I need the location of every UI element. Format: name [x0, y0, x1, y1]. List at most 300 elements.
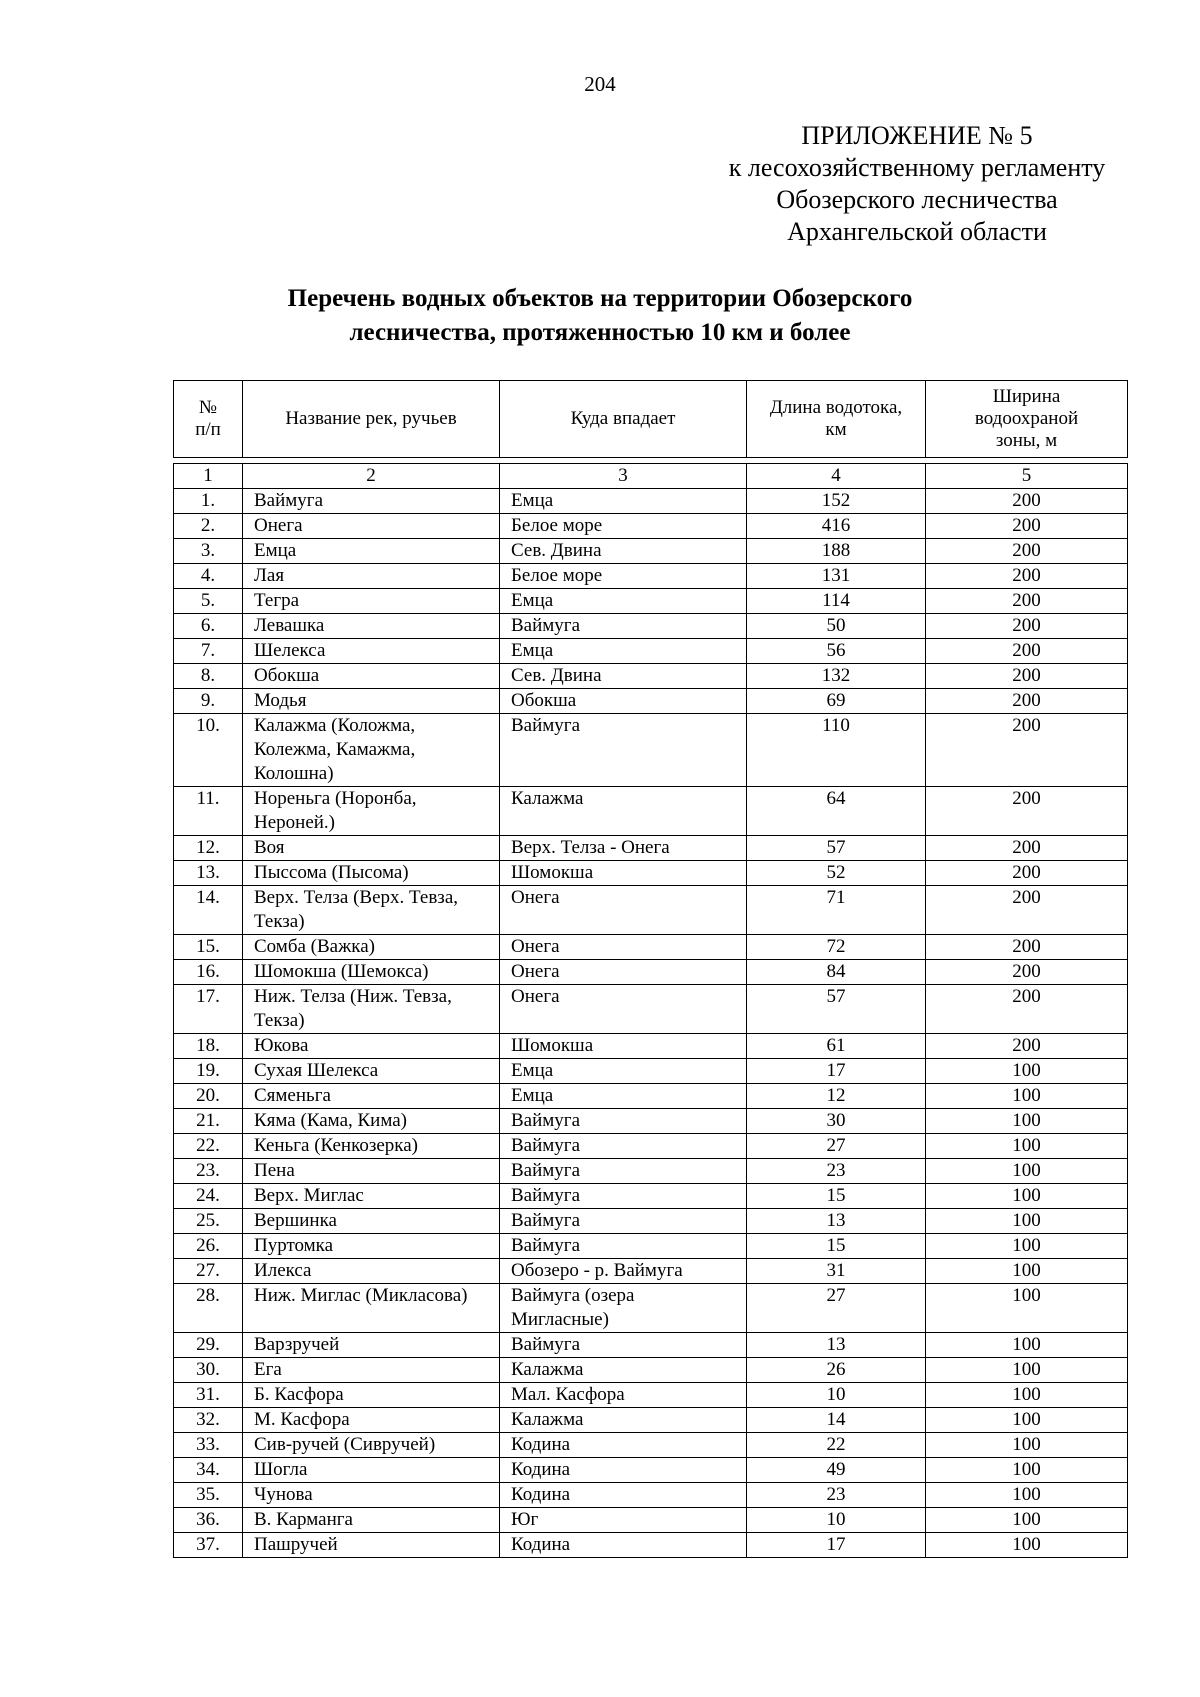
length-km: 27: [747, 1284, 926, 1333]
table-body: [174, 464, 1128, 1558]
river-name: [243, 1109, 500, 1134]
flows-into: [500, 514, 747, 539]
flows-into-line: Емца: [511, 640, 554, 661]
column-number: 2: [243, 464, 500, 489]
flows-into-line: Кодина: [511, 1459, 571, 1480]
river-name-line: Калажма (Коложма,: [254, 715, 416, 736]
flows-into: [500, 539, 747, 564]
header-zone-width: [926, 381, 1128, 458]
length-km: 13: [747, 1209, 926, 1234]
table-row: [174, 1508, 1128, 1533]
river-name-line: Онега: [254, 515, 303, 536]
river-name-line: Текза): [254, 1010, 305, 1031]
protection-zone-width: 200: [926, 689, 1128, 714]
river-name: [243, 664, 500, 689]
river-name: [243, 589, 500, 614]
flows-into-line: Ваймуга: [511, 1135, 581, 1156]
length-km: 57: [747, 985, 926, 1034]
length-km: 114: [747, 589, 926, 614]
length-km: 15: [747, 1234, 926, 1259]
length-km: 14: [747, 1408, 926, 1433]
river-name-line: М. Касфора: [254, 1409, 350, 1430]
table-row: [174, 1483, 1128, 1508]
river-name-line: Нореньга (Норонба,: [254, 788, 417, 809]
river-name-line: Варзручей: [254, 1334, 340, 1355]
row-number: 21.: [174, 1109, 243, 1134]
river-name-line: Чунова: [254, 1484, 313, 1505]
table-row: [174, 960, 1128, 985]
water-bodies-table: [173, 463, 1128, 1558]
river-name: [243, 1433, 500, 1458]
flows-into-line: Ваймуга: [511, 1334, 581, 1355]
table-row: [174, 514, 1128, 539]
row-number: 22.: [174, 1134, 243, 1159]
river-name: [243, 489, 500, 514]
row-number: 9.: [174, 689, 243, 714]
river-name: [243, 1034, 500, 1059]
flows-into: [500, 1284, 747, 1333]
length-km: 84: [747, 960, 926, 985]
table-row: [174, 1433, 1128, 1458]
flows-into-line: Белое море: [511, 515, 603, 536]
table-header: [173, 380, 1128, 458]
length-km: 10: [747, 1383, 926, 1408]
river-name-line: Илекса: [254, 1260, 312, 1281]
river-name-line: Воя: [254, 837, 285, 858]
river-name-line: Текза): [254, 911, 305, 932]
protection-zone-width: 100: [926, 1408, 1128, 1433]
column-number-row: [174, 464, 1128, 489]
river-name: [243, 1508, 500, 1533]
river-name: [243, 836, 500, 861]
flows-into-line: Емца: [511, 1060, 554, 1081]
protection-zone-width: 200: [926, 836, 1128, 861]
row-number: 6.: [174, 614, 243, 639]
river-name-line: Кеньга (Кенкозерка): [254, 1135, 418, 1156]
river-name: [243, 514, 500, 539]
flows-into: [500, 614, 747, 639]
protection-zone-width: 100: [926, 1234, 1128, 1259]
flows-into: [500, 1433, 747, 1458]
row-number: 11.: [174, 787, 243, 836]
flows-into: [500, 1084, 747, 1109]
flows-into-line: Мигласные): [511, 1309, 609, 1330]
river-name-line: Верх. Телза (Верх. Тевза,: [254, 887, 458, 908]
length-km: 30: [747, 1109, 926, 1134]
header-number-line-2: п/п: [195, 419, 221, 440]
protection-zone-width: 200: [926, 614, 1128, 639]
river-name-line: Сомба (Важка): [254, 936, 375, 957]
flows-into: [500, 1333, 747, 1358]
river-name-line: Шогла: [254, 1459, 308, 1480]
river-name: [243, 564, 500, 589]
row-number: 32.: [174, 1408, 243, 1433]
table-row: [174, 539, 1128, 564]
length-km: 110: [747, 714, 926, 787]
length-km: 10: [747, 1508, 926, 1533]
length-km: 26: [747, 1358, 926, 1383]
river-name: [243, 614, 500, 639]
river-name-line: Верх. Миглас: [254, 1185, 364, 1206]
flows-into: [500, 664, 747, 689]
river-name-line: Юкова: [254, 1035, 309, 1056]
header-length-line-1: Длина водотока,: [769, 397, 903, 418]
flows-into-line: Емца: [511, 490, 554, 511]
table-row: [174, 1234, 1128, 1259]
row-number: 35.: [174, 1483, 243, 1508]
river-name-line: Пена: [254, 1160, 295, 1181]
table-row: [174, 689, 1128, 714]
row-number: 27.: [174, 1259, 243, 1284]
river-name: [243, 1533, 500, 1558]
table-row: [174, 1084, 1128, 1109]
river-name: [243, 1084, 500, 1109]
river-name: [243, 886, 500, 935]
length-km: 69: [747, 689, 926, 714]
river-name: [243, 639, 500, 664]
table-row: [174, 935, 1128, 960]
flows-into-line: Мал. Касфора: [511, 1384, 625, 1405]
flows-into: [500, 960, 747, 985]
flows-into: [500, 836, 747, 861]
row-number: 23.: [174, 1159, 243, 1184]
river-name: [243, 1134, 500, 1159]
length-km: 72: [747, 935, 926, 960]
length-km: 61: [747, 1034, 926, 1059]
flows-into: [500, 1358, 747, 1383]
protection-zone-width: 200: [926, 935, 1128, 960]
row-number: 31.: [174, 1383, 243, 1408]
row-number: 30.: [174, 1358, 243, 1383]
row-number: 3.: [174, 539, 243, 564]
row-number: 15.: [174, 935, 243, 960]
header-zone-width-line-1: Ширина: [992, 386, 1061, 407]
appendix-number: ПРИЛОЖЕНИЕ № 5: [801, 121, 1033, 150]
length-km: 13: [747, 1333, 926, 1358]
length-km: 15: [747, 1184, 926, 1209]
river-name: [243, 539, 500, 564]
river-name: [243, 1333, 500, 1358]
table-row: [174, 1159, 1128, 1184]
flows-into: [500, 1408, 747, 1433]
table-row: [174, 714, 1128, 787]
table-row: [174, 886, 1128, 935]
flows-into: [500, 787, 747, 836]
table-row: [174, 614, 1128, 639]
row-number: 18.: [174, 1034, 243, 1059]
river-name: [243, 960, 500, 985]
protection-zone-width: 200: [926, 714, 1128, 787]
protection-zone-width: 100: [926, 1109, 1128, 1134]
flows-into-line: Онега: [511, 887, 560, 908]
appendix-reference: к лесохозяйственному регламенту: [728, 153, 1106, 182]
river-name-line: Пыссома (Пысома): [254, 862, 409, 883]
protection-zone-width: 200: [926, 589, 1128, 614]
flows-into: [500, 1483, 747, 1508]
header-length: [747, 381, 926, 458]
flows-into: [500, 1234, 747, 1259]
appendix-region: Архангельской области: [787, 217, 1047, 246]
river-name: [243, 1408, 500, 1433]
row-number: 7.: [174, 639, 243, 664]
flows-into: [500, 689, 747, 714]
river-name: [243, 1383, 500, 1408]
protection-zone-width: 100: [926, 1159, 1128, 1184]
flows-into-line: Шомокша: [511, 862, 594, 883]
row-number: 10.: [174, 714, 243, 787]
row-number: 33.: [174, 1433, 243, 1458]
header-name: [243, 381, 500, 458]
header-number: [174, 381, 243, 458]
table-row: [174, 1533, 1128, 1558]
protection-zone-width: 100: [926, 1508, 1128, 1533]
table-row: [174, 639, 1128, 664]
length-km: 17: [747, 1059, 926, 1084]
river-name: [243, 1234, 500, 1259]
flows-into-line: Кодина: [511, 1434, 571, 1455]
page-number: 204: [584, 72, 616, 96]
river-name-line: Вершинка: [254, 1210, 337, 1231]
flows-into: [500, 1134, 747, 1159]
header-flows-into-text: Куда впадает: [570, 408, 676, 429]
flows-into: [500, 886, 747, 935]
protection-zone-width: 200: [926, 489, 1128, 514]
protection-zone-width: 100: [926, 1184, 1128, 1209]
flows-into-line: Калажма: [511, 1359, 584, 1380]
flows-into-line: Кодина: [511, 1534, 571, 1555]
flows-into-line: Ваймуга (озера: [511, 1285, 635, 1306]
document-title-line-2: лесничества, протяженностью 10 км и более: [349, 319, 851, 346]
row-number: 17.: [174, 985, 243, 1034]
appendix-forestry: Обозерского лесничества: [776, 185, 1058, 214]
flows-into: [500, 935, 747, 960]
row-number: 12.: [174, 836, 243, 861]
table-row: [174, 1209, 1128, 1234]
header-flows-into: [500, 381, 747, 458]
document-title-line-1: Перечень водных объектов на территории Обозерского: [287, 285, 913, 312]
header-number-line-1: №: [198, 397, 218, 418]
river-name-line: Б. Касфора: [254, 1384, 344, 1405]
table-row: [174, 1333, 1128, 1358]
river-name-line: Нероней.): [254, 812, 336, 833]
length-km: 416: [747, 514, 926, 539]
row-number: 13.: [174, 861, 243, 886]
protection-zone-width: 200: [926, 539, 1128, 564]
table-row: [174, 1134, 1128, 1159]
river-name: [243, 861, 500, 886]
length-km: 57: [747, 836, 926, 861]
column-number: 1: [174, 464, 243, 489]
protection-zone-width: 200: [926, 985, 1128, 1034]
flows-into: [500, 1184, 747, 1209]
flows-into: [500, 1159, 747, 1184]
flows-into-line: Ваймуга: [511, 1210, 581, 1231]
river-name-line: Лая: [254, 565, 285, 586]
protection-zone-width: 200: [926, 664, 1128, 689]
protection-zone-width: 100: [926, 1259, 1128, 1284]
river-name-line: Ега: [254, 1359, 282, 1380]
flows-into-line: Ваймуга: [511, 1185, 581, 1206]
row-number: 28.: [174, 1284, 243, 1333]
length-km: 131: [747, 564, 926, 589]
table-row: [174, 1034, 1128, 1059]
river-name: [243, 714, 500, 787]
header-zone-width-line-3: зоны, м: [995, 430, 1058, 451]
protection-zone-width: 100: [926, 1433, 1128, 1458]
length-km: 71: [747, 886, 926, 935]
flows-into-line: Обокша: [511, 690, 577, 711]
table-row: [174, 589, 1128, 614]
table-row: [174, 1284, 1128, 1333]
row-number: 4.: [174, 564, 243, 589]
row-number: 8.: [174, 664, 243, 689]
flows-into: [500, 1109, 747, 1134]
protection-zone-width: 100: [926, 1458, 1128, 1483]
river-name-line: Колошна): [254, 763, 334, 784]
header-name-text: Название рек, ручьев: [285, 408, 457, 429]
river-name-line: Модья: [254, 690, 307, 711]
length-km: 17: [747, 1533, 926, 1558]
flows-into: [500, 1383, 747, 1408]
row-number: 16.: [174, 960, 243, 985]
river-name: [243, 985, 500, 1034]
length-km: 52: [747, 861, 926, 886]
flows-into-line: Шомокша: [511, 1035, 594, 1056]
length-km: 22: [747, 1433, 926, 1458]
length-km: 23: [747, 1483, 926, 1508]
protection-zone-width: 100: [926, 1284, 1128, 1333]
flows-into-line: Юг: [511, 1509, 539, 1530]
river-name: [243, 1059, 500, 1084]
row-number: 25.: [174, 1209, 243, 1234]
length-km: 49: [747, 1458, 926, 1483]
flows-into-line: Белое море: [511, 565, 603, 586]
row-number: 24.: [174, 1184, 243, 1209]
protection-zone-width: 100: [926, 1134, 1128, 1159]
flows-into-line: Ваймуга: [511, 1110, 581, 1131]
table-row: [174, 861, 1128, 886]
column-number: 4: [747, 464, 926, 489]
flows-into-line: Онега: [511, 936, 560, 957]
river-name: [243, 787, 500, 836]
table-row: [174, 1458, 1128, 1483]
column-number: 5: [926, 464, 1128, 489]
row-number: 5.: [174, 589, 243, 614]
protection-zone-width: 200: [926, 639, 1128, 664]
river-name-line: Емца: [254, 540, 297, 561]
protection-zone-width: 200: [926, 514, 1128, 539]
flows-into: [500, 714, 747, 787]
flows-into-line: Ваймуга: [511, 1235, 581, 1256]
river-name-line: Тегра: [254, 590, 300, 611]
flows-into-line: Кодина: [511, 1484, 571, 1505]
table-row: [174, 787, 1128, 836]
flows-into: [500, 861, 747, 886]
flows-into-line: Емца: [511, 590, 554, 611]
flows-into: [500, 985, 747, 1034]
river-name: [243, 935, 500, 960]
flows-into: [500, 639, 747, 664]
flows-into-line: Обозеро - р. Ваймуга: [511, 1260, 683, 1281]
length-km: 132: [747, 664, 926, 689]
protection-zone-width: 200: [926, 960, 1128, 985]
river-name-line: Ваймуга: [254, 490, 324, 511]
flows-into: [500, 1059, 747, 1084]
length-km: 188: [747, 539, 926, 564]
flows-into: [500, 1209, 747, 1234]
flows-into-line: Ваймуга: [511, 1160, 581, 1181]
river-name: [243, 1358, 500, 1383]
table-row: [174, 1109, 1128, 1134]
table-row: [174, 836, 1128, 861]
protection-zone-width: 200: [926, 861, 1128, 886]
row-number: 1.: [174, 489, 243, 514]
river-name-line: Ниж. Телза (Ниж. Тевза,: [254, 986, 452, 1007]
length-km: 23: [747, 1159, 926, 1184]
flows-into: [500, 489, 747, 514]
protection-zone-width: 200: [926, 787, 1128, 836]
flows-into: [500, 1034, 747, 1059]
row-number: 36.: [174, 1508, 243, 1533]
row-number: 26.: [174, 1234, 243, 1259]
table-row: [174, 1358, 1128, 1383]
row-number: 20.: [174, 1084, 243, 1109]
river-name: [243, 1483, 500, 1508]
river-name: [243, 1159, 500, 1184]
protection-zone-width: 100: [926, 1358, 1128, 1383]
river-name-line: Сухая Шелекса: [254, 1060, 379, 1081]
length-km: 56: [747, 639, 926, 664]
flows-into-line: Онега: [511, 986, 560, 1007]
river-name-line: Пуртомка: [254, 1235, 334, 1256]
flows-into: [500, 564, 747, 589]
column-number: 3: [500, 464, 747, 489]
flows-into-line: Сев. Двина: [511, 540, 602, 561]
flows-into-line: Калажма: [511, 788, 584, 809]
protection-zone-width: 200: [926, 886, 1128, 935]
table-row: [174, 1184, 1128, 1209]
river-name: [243, 1458, 500, 1483]
river-name-line: Колежма, Камажма,: [254, 739, 416, 760]
header-length-line-2: км: [825, 419, 847, 440]
row-number: 2.: [174, 514, 243, 539]
flows-into: [500, 589, 747, 614]
table-row: [174, 564, 1128, 589]
table-row: [174, 1059, 1128, 1084]
document-title: [0, 282, 1200, 350]
river-name-line: Сяменьга: [254, 1085, 331, 1106]
river-name-line: Пашручей: [254, 1534, 338, 1555]
flows-into-line: Ваймуга: [511, 615, 581, 636]
flows-into-line: Калажма: [511, 1409, 584, 1430]
flows-into-line: Сев. Двина: [511, 665, 602, 686]
protection-zone-width: 200: [926, 564, 1128, 589]
length-km: 27: [747, 1134, 926, 1159]
protection-zone-width: 100: [926, 1533, 1128, 1558]
river-name-line: Шомокша (Шемокса): [254, 961, 429, 982]
header-row: [174, 381, 1128, 458]
table-row: [174, 1383, 1128, 1408]
header-zone-width-line-2: водоохраной: [974, 408, 1079, 429]
flows-into-line: Ваймуга: [511, 715, 581, 736]
flows-into-line: Онега: [511, 961, 560, 982]
length-km: 64: [747, 787, 926, 836]
river-name: [243, 1184, 500, 1209]
river-name-line: Ниж. Миглас (Микласова): [254, 1285, 468, 1306]
flows-into: [500, 1533, 747, 1558]
river-name-line: Шелекса: [254, 640, 326, 661]
protection-zone-width: 100: [926, 1059, 1128, 1084]
